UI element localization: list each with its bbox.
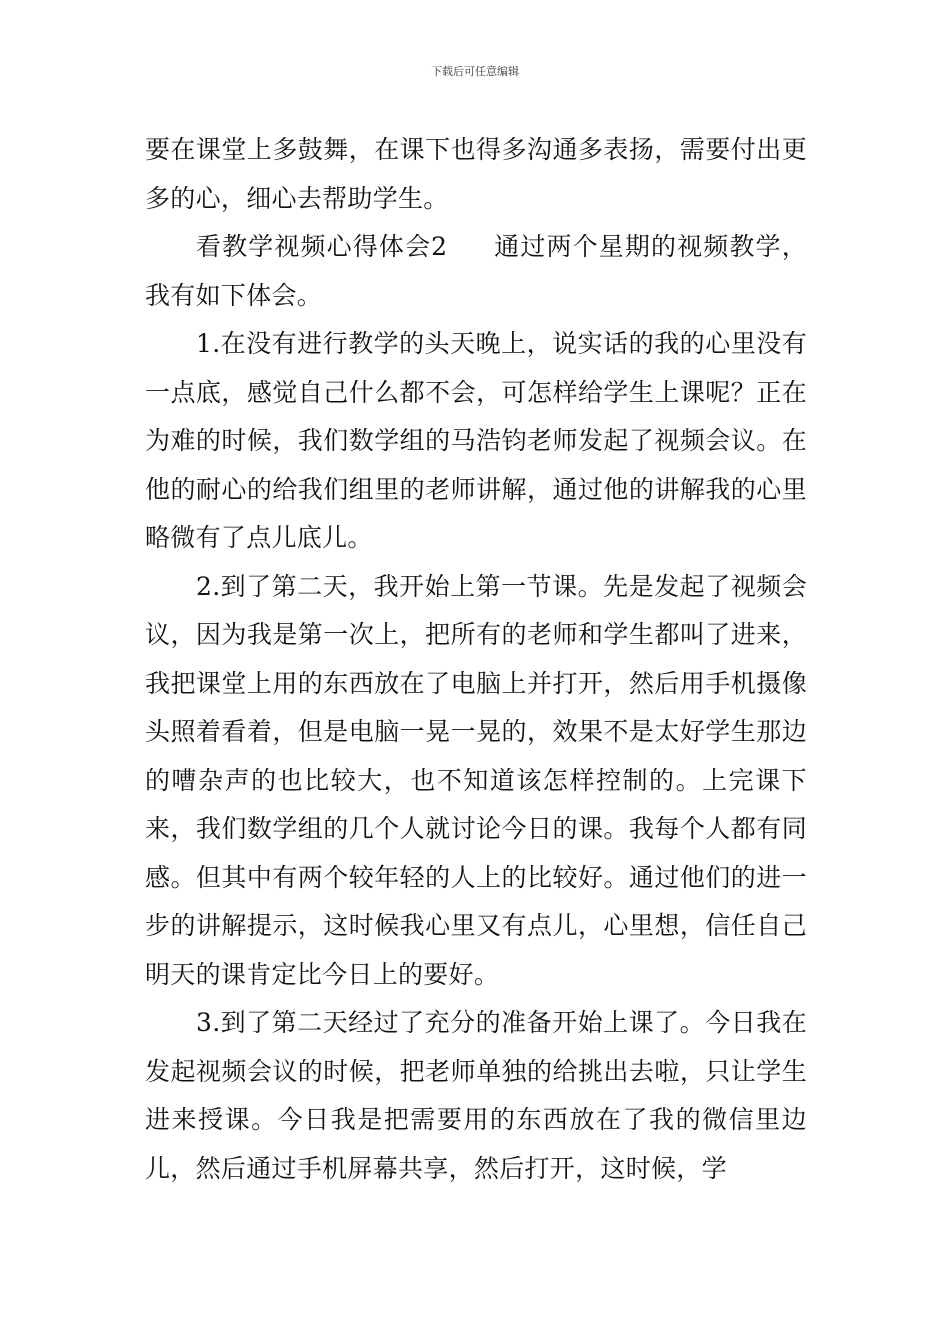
document-body — [145, 126, 807, 1193]
paragraph-item-2: 2.到了第二天，我开始上第一节课。先是发起了视频会议，因为我是第一次上，把所有的老师和学生都叫了进来，我把课堂上用的东西放在了电脑上并打开，然后用手机摄像头照着看着，但是电脑一晃一晃的，效果不是太好学生那边的嘈杂声的也比较大，也不知道该怎样控制的。上完课下来，我们数学组的几个人就讨论今日的课。我每个人都有同感。但其中有两个较年轻的人上的比较好。通过他们的进一步的讲解提示，这时候我心里又有点儿，心里想，信任自己明天的课肯定比今日上的要好。 — [145, 571, 807, 989]
page-header: 下载后可任意编辑 — [431, 65, 519, 78]
paragraph-item-1: 1.在没有进行教学的头天晚上，说实话的我的心里没有一点底，感觉自己什么都不会，可怎样给学生上课呢？正在为难的时候，我们数学组的马浩钧老师发起了视频会议。在他的耐心的给我们组里的老师讲解，通过他的讲解我的心里略微有了点儿底儿。 — [145, 329, 807, 552]
section-intro: 通过两个星期的视频教学，我有如下体会。 — [145, 232, 807, 310]
section-title: 看教学视频心得体会2 — [196, 232, 448, 261]
paragraph-item-3: 3.到了第二天经过了充分的准备开始上课了。今日我在发起视频会议的时候，把老师单独的给挑出去啦，只让学生进来授课。今日我是把需要用的东西放在了我的微信里边儿，然后通过手机屏幕共享，然后打开，这时候，学 — [145, 1008, 807, 1183]
paragraph-section-heading — [145, 223, 807, 320]
paragraph-continuation: 要在课堂上多鼓舞，在课下也得多沟通多表扬，需要付出更多的心，细心去帮助学生。 — [145, 135, 807, 213]
